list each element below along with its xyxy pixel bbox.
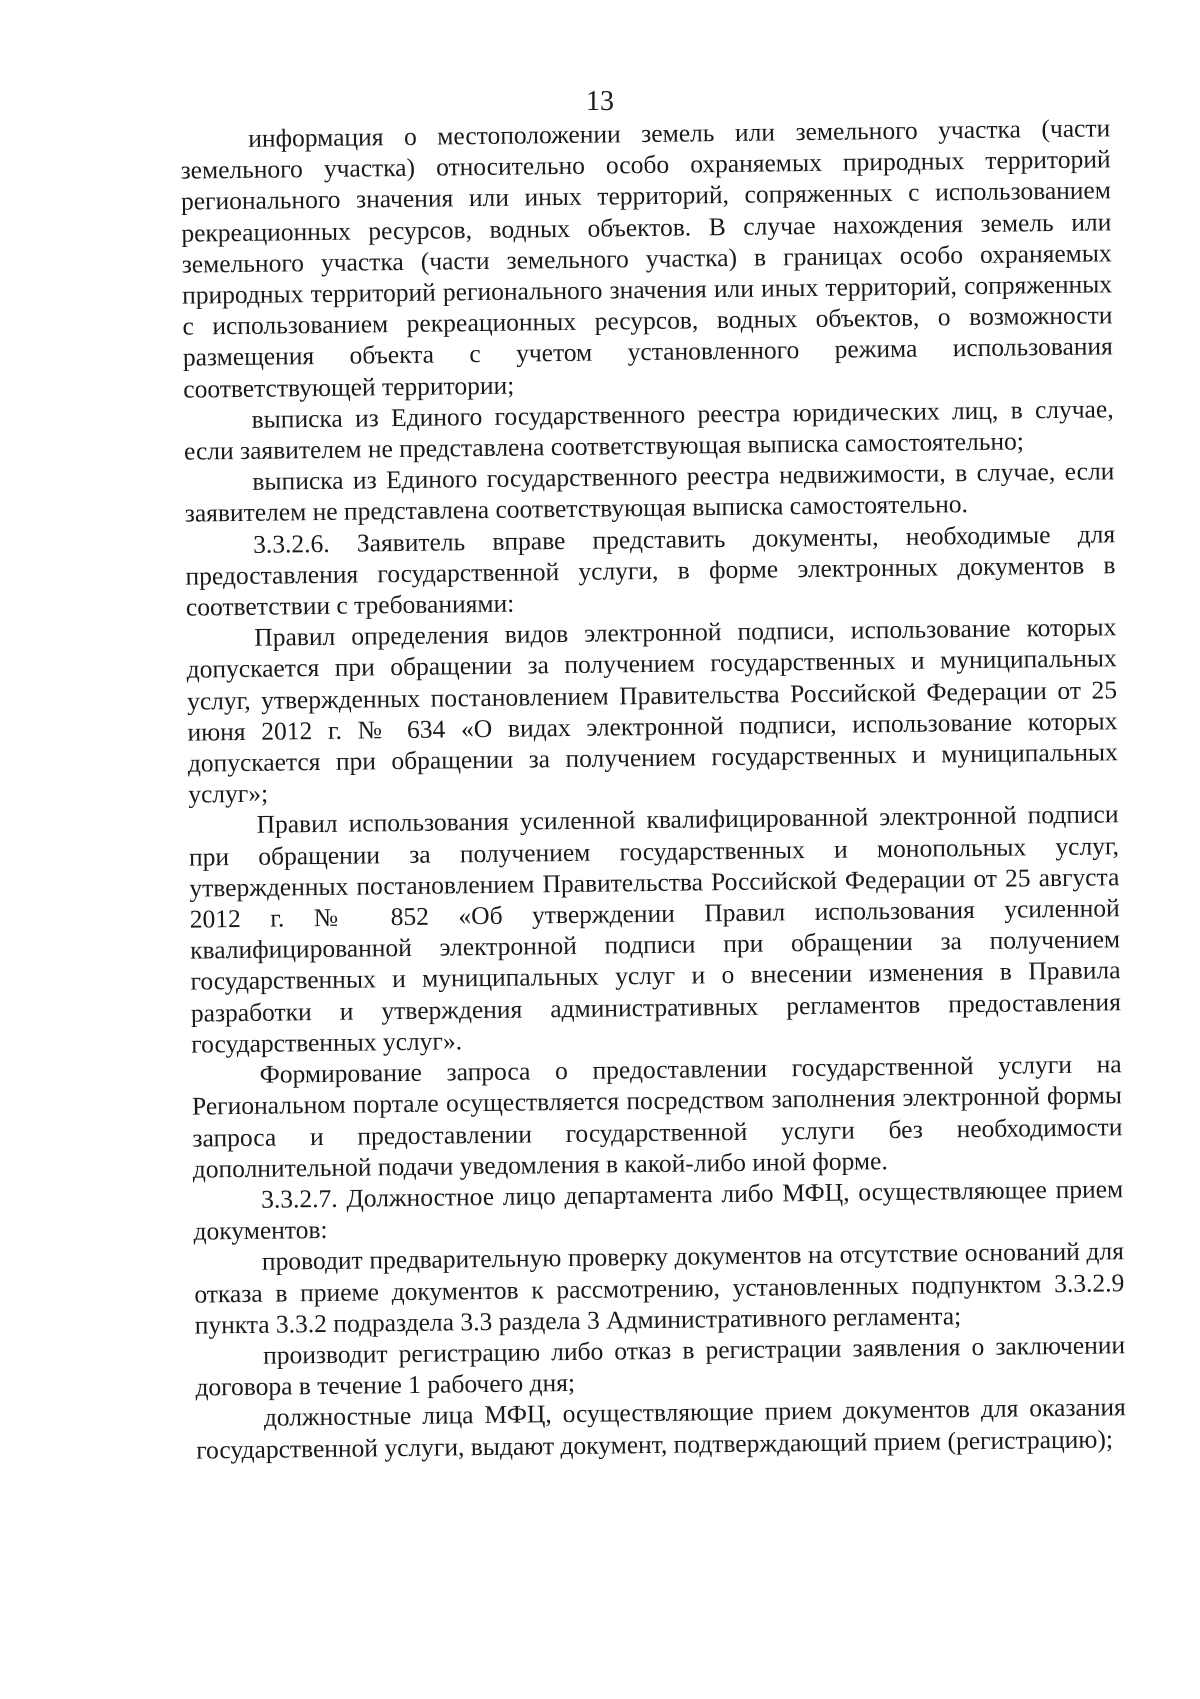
paragraph-preliminary-check: проводит предварительную проверку документов на отсутствие оснований для отказа в приеме документов к рассмотрению, установленных подпунктом 3.3.2.9 пункта 3.3.2 подраздела 3.3 раздела 3 Административного регламента; bbox=[194, 1236, 1125, 1340]
paragraph-location-info: информация о местоположении земель или земельного участка (части земельного участка) относительно особо охраняемых природных территорий регионального значения или иных территорий, сопряженных с использованием рекреационных ресурсов, водных объектов. В случае нахождения земель или земельного участка (части земельного участка) в границах особо охраняемых природных территорий регионального значения или иных территорий, сопряженных с использованием рекреационных ресурсов, водных объектов, о возможности размещения объекта с учетом установленного режима использования соответствующей территории; bbox=[180, 113, 1114, 404]
paragraph-registration: производит регистрацию либо отказ в регистрации заявления о заключении договора в течение 1 рабочего дня; bbox=[195, 1330, 1126, 1402]
document-body bbox=[180, 112, 1126, 1465]
paragraph-3-3-2-6: 3.3.2.6. Заявитель вправе представить документы, необходимые для предоставления государственной услуги, в форме электронных документов в соответствии с требованиями: bbox=[185, 518, 1116, 622]
paragraph-request-formation: Формирование запроса о предоставлении государственной услуги на Региональном портале осуществляется посредством заполнения электронной формы запроса и предоставлении государственной услуги без необходимости дополнительной подачи уведомления в какой-либо иной форме. bbox=[191, 1049, 1123, 1184]
paragraph-real-estate-extract: выписка из Единого государственного реестра недвижимости, в случае, если заявителем не представлена соответствующая выписка самостоятельно. bbox=[184, 456, 1115, 529]
paragraph-legal-entities-extract: выписка из Единого государственного реестра юридических лиц, в случае, если заявителем не представлена соответствующая выписка самостоятельно; bbox=[183, 394, 1114, 466]
paragraph-mfc-officials: должностные лица МФЦ, осуществляющие прием документов для оказания государственной услуги, выдают документ, подтверждающий прием (регистрацию); bbox=[196, 1392, 1126, 1465]
paragraph-rules-852: Правил использования усиленной квалифицированной электронной подписи при обращении за получением государственных и монопольных услуг, утвержденных постановлением Правительства Российской Федерации от 25 августа 2012 г. № 852 «Об утверждении Правил использования усиленной квалифицированной электронной подписи при обращении за получением государственных и муниципальных услуг и о внесении изменения в Правила разработки и утверждения административных регламентов предоставления государственных услуг». bbox=[188, 799, 1122, 1059]
page-number: 13 bbox=[586, 86, 614, 117]
paragraph-3-3-2-7: 3.3.2.7. Должностное лицо департамента либо МФЦ, осуществляющее прием документов: bbox=[193, 1174, 1124, 1246]
paragraph-rules-634: Правил определения видов электронной подписи, использование которых допускается при обращении за получением государственных и муниципальных услуг, утвержденных постановлением Правительства Российской Федерации от 25 июня 2012 г. № 634 «О видах электронной подписи, использование которых допускается при обращении за получением государственных и муниципальных услуг»; bbox=[186, 612, 1118, 809]
